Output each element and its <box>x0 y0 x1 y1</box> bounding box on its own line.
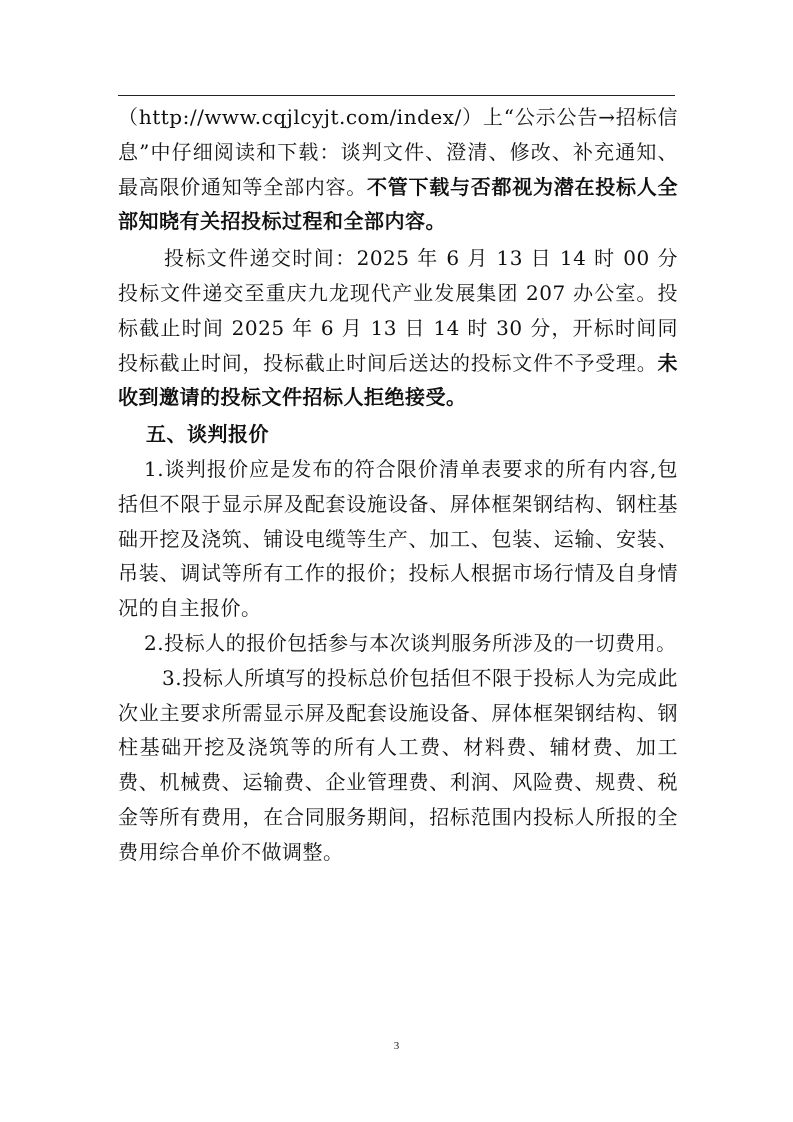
paragraph-download-notice <box>118 100 678 239</box>
header-rule <box>118 95 675 96</box>
paragraph-submission-time <box>118 241 678 415</box>
list-item: 2.投标人的报价包括参与本次谈判服务所涉及的一切费用。 <box>144 630 677 655</box>
page-number: 3 <box>393 1040 400 1052</box>
submission-time-bold: 未收到邀请的投标文件招标人拒绝接受。 <box>118 350 678 410</box>
download-notice-text: （http://www.cqjlcyjt.com/index/）上“公示公告→招标信息”中仔细阅读和下载：谈判文件、澄清、修改、补充通知、最高限价通知等全部内容。 <box>118 105 678 199</box>
document-body <box>118 100 678 870</box>
submission-time-text: 投标文件递交时间：2025 年 6 月 13 日 14 时 00 分投标文件递交至重庆九龙现代产业发展集团 207 办公室。投标截止时间 2025 年 6 月 13 日 14 时 30 分，开标时间同投标截止时间，投标截止时间后送达的投标文件不予受理。 <box>118 246 678 375</box>
list-item: 3.投标人所填写的投标总价包括但不限于投标人为完成此次业主要求所需显示屏及配套设施设备、屏体框架钢结构、钢柱基础开挖及浇筑等的所有人工费、材料费、辅材费、加工费、机械费、运输费、企业管理费、利润、风险费、规费、税金等所有费用，在合同服务期间，招标范围内投标人所报的全费用综合单价不做调整。 <box>118 665 678 864</box>
download-notice-bold: 不管下载与否都视为潜在投标人全部知晓有关招投标过程和全部内容。 <box>118 174 678 234</box>
list-item: 1.谈判报价应是发布的符合限价清单表要求的所有内容,包括但不限于显示屏及配套设施设备、屏体框架钢结构、钢柱基础开挖及浇筑、铺设电缆等生产、加工、包装、运输、安装、吊装、调试等所有工作的报价；投标人根据市场行情及自身情况的自主报价。 <box>118 456 678 621</box>
section-heading: 五、谈判报价 <box>146 422 269 447</box>
